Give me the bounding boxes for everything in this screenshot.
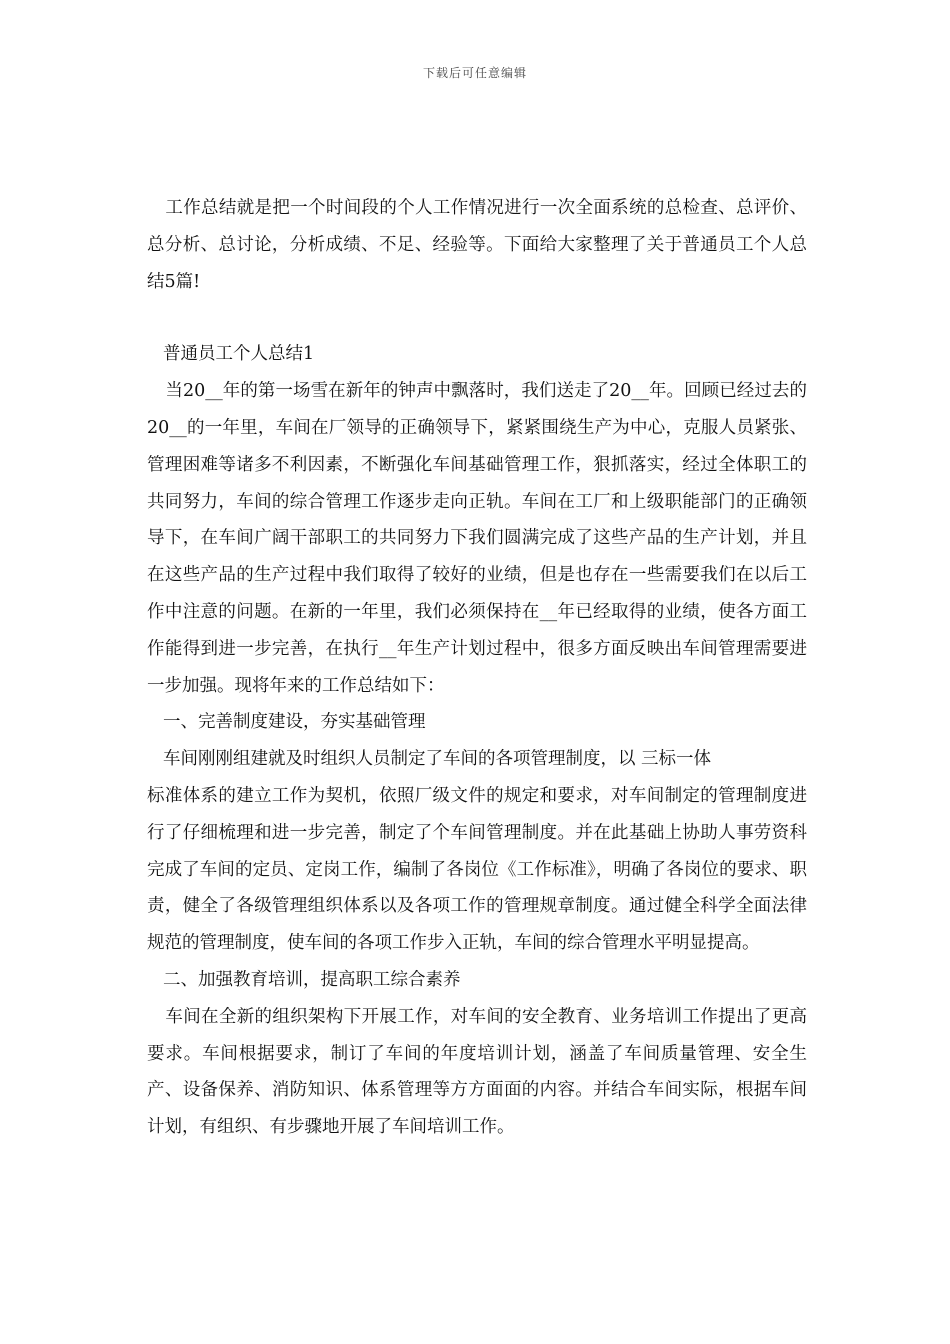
header-note: 下载后可任意编辑 [422,66,527,80]
intro-paragraph: 工作总结就是把一个时间段的个人工作情况进行一次全面系统的总检查、总评价、总分析、总讨论，分析成绩、不足、经验等。下面给大家整理了关于普通员工个人总结5篇! [147,198,807,292]
paragraph-3: 车间在全新的组织架构下开展工作，对车间的安全教育、业务培训工作提出了更高要求。车间根据要求，制订了车间的年度培训计划，涵盖了车间质量管理、安全生产、设备保养、消防知识、体系管理等方方面面的内容。并结合车间实际，根据车间计划，有组织、有步骤地开展了车间培训工作。 [147,1006,807,1138]
heading-2: 二、加强教育培训，提高职工综合素养 [163,969,461,990]
paragraph-gap [147,300,807,336]
paragraph-2-rest: 标准体系的建立工作为契机，依照厂级文件的规定和要求，对车间制定的管理制度进行了仔细梳理和进一步完善，制定了个车间管理制度。并在此基础上协助人事劳资科完成了车间的定员、定岗工作，编制了各岗位《工作标准》，明确了各岗位的要求、职责，健全了各级管理组织体系以及各项工作的管理规章制度。通过健全科学全面法律规范的管理制度，使车间的各项工作步入正轨，车间的综合管理水平明显提高。 [147,785,807,954]
paragraph-1: 当20__年的第一场雪在新年的钟声中飘落时，我们送走了20__年。回顾已经过去的20__的一年里，车间在厂领导的正确领导下，紧紧围绕生产为中心，克服人员紧张、管理困难等诸多不利因素，不断强化车间基础管理工作，狠抓落实，经过全体职工的共同努力，车间的综合管理工作逐步走向正轨。车间在工厂和上级职能部门的正确领导下，在车间广阔干部职工的共同努力下我们圆满完成了这些产品的生产计划，并且在这些产品的生产过程中我们取得了较好的业绩，但是也存在一些需要我们在以后工作中注意的问题。在新的一年里，我们必须保持在__年已经取得的业绩，使各方面工作能得到进一步完善，在执行__年生产计划过程中，很多方面反映出车间管理需要进一步加强。现将年来的工作总结如下： [147,381,807,696]
document-body [147,190,807,1146]
section-title: 普通员工个人总结1 [163,344,315,365]
paragraph-2-first-line: 车间刚刚组建就及时组织人员制定了车间的各项管理制度，以 三标一体 [163,749,712,770]
heading-1: 一、完善制度建设，夯实基础管理 [163,712,426,733]
